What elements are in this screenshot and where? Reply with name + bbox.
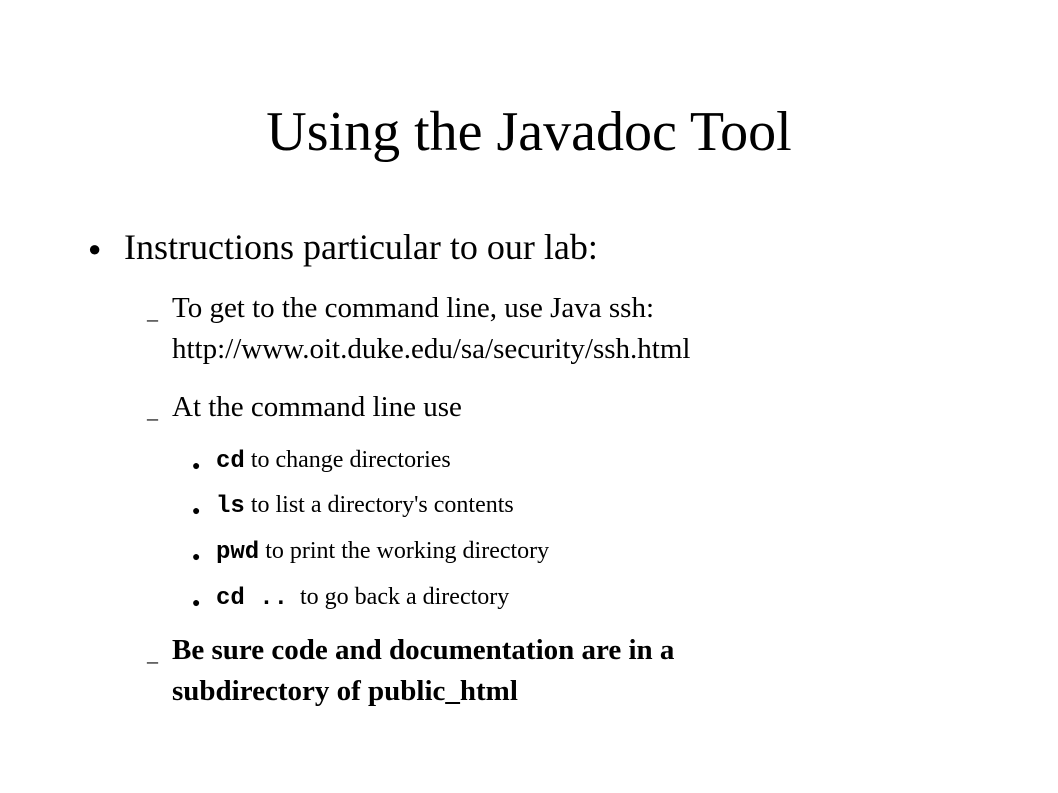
sub-item-text: subdirectory of public_html — [172, 675, 518, 707]
command-name: cd .. — [216, 585, 289, 612]
command-name: ls — [216, 493, 245, 520]
slide-title: Using the Javadoc Tool — [266, 101, 792, 163]
dash-icon: – — [147, 648, 158, 673]
bullet-icon: ● — [88, 236, 102, 261]
command-description: to go back a directory — [288, 584, 510, 610]
command-item — [216, 490, 514, 522]
command-description: to list a directory's contents — [244, 492, 514, 518]
command-item — [216, 536, 549, 568]
command-name: pwd — [216, 539, 260, 566]
sub-item-text: At the command line use — [172, 391, 462, 423]
command-description: to change directories — [244, 447, 451, 473]
command-item — [216, 445, 451, 477]
bullet-icon: ● — [192, 504, 201, 519]
bullet-icon: ● — [192, 550, 201, 565]
bullet-text: Instructions particular to our lab: — [124, 227, 598, 267]
sub-item-url: http://www.oit.duke.edu/sa/security/ssh.html — [172, 333, 691, 365]
command-item — [216, 582, 509, 614]
command-description: to print the working directory — [259, 538, 550, 564]
sub-item-text: To get to the command line, use Java ssh: — [172, 292, 655, 324]
command-name: cd — [216, 448, 245, 475]
dash-icon: – — [147, 405, 158, 430]
dash-icon: – — [147, 306, 158, 331]
bullet-icon: ● — [192, 596, 201, 611]
sub-item-text: Be sure code and documentation are in a — [172, 634, 675, 666]
bullet-icon: ● — [192, 459, 201, 474]
